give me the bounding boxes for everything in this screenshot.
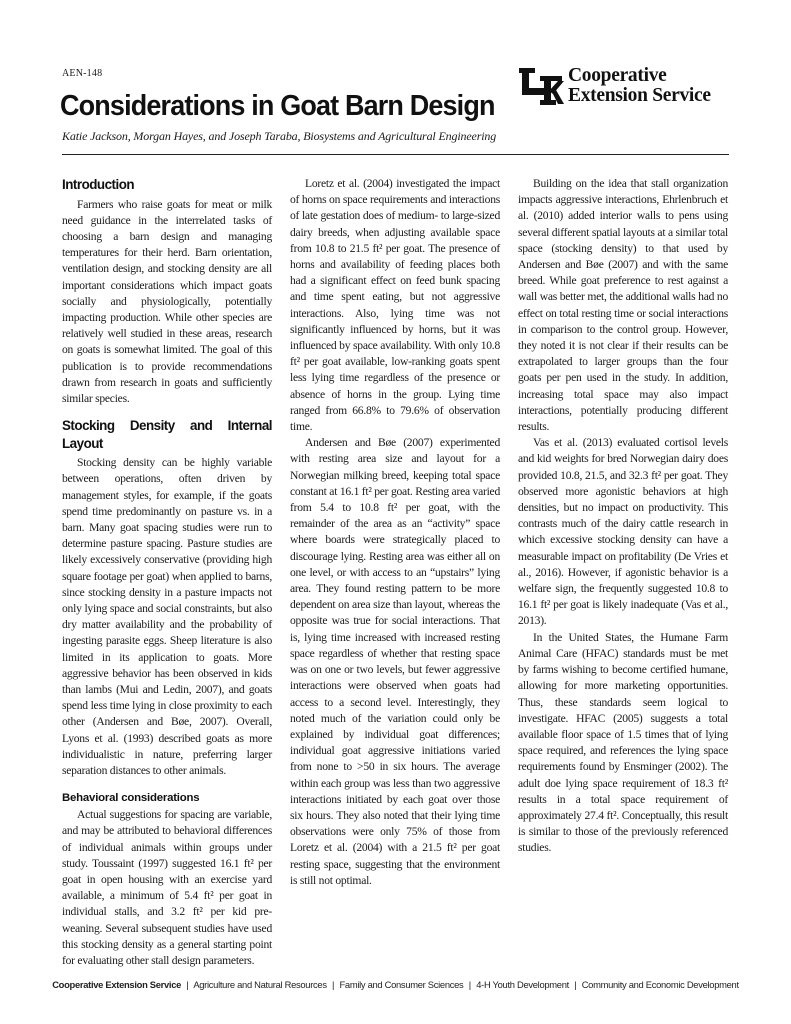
section-heading-introduction: Introduction bbox=[62, 177, 135, 192]
building-paragraph: Building on the idea that stall organization impacts aggressive interactions, Ehrlenbruch et al. (2010) added interior walls to pens using several different spatial layouts at a similar total space (stocking density) to that used by Andersen and Bøe (2007) and with the same breed. While goat preference to rest against a wall was better met, the additional walls had no effect on total resting time or social interactions in comparison to the control group. However, they noted it is not clear if their results can be extrapolated to larger groups than the four goats per pen used in the study. In addition, increasing total space may also impact interactions, potentially producing different results. bbox=[518, 177, 728, 434]
footer-separator: | bbox=[186, 979, 189, 990]
footer-program: Agriculture and Natural Resources bbox=[193, 979, 327, 990]
column-1 bbox=[62, 176, 272, 969]
section-heading-stocking-density: Stocking Density and Internal Layout bbox=[62, 418, 272, 451]
subheading-behavioral: Behavioral considerations bbox=[62, 792, 200, 805]
footer-separator: | bbox=[468, 979, 471, 990]
column-2 bbox=[290, 176, 500, 889]
column-3 bbox=[518, 176, 728, 857]
footer-program: Community and Economic Development bbox=[581, 979, 739, 990]
extension-logo bbox=[518, 66, 711, 106]
publication-number: AEN-148 bbox=[62, 68, 103, 79]
footer-program: Family and Consumer Sciences bbox=[339, 979, 464, 990]
intro-paragraph: Farmers who raise goats for meat or milk need guidance in the interrelated tasks of choosing a barn design and managing temperatures for their herd. Barn orientation, ventilation design, and stocking density are all important considerations which impact goats socially and physiologically, potentially impacting production. While other species are relatively well studied in these areas, research on goats is somewhat limited. The goal of this publication is to provide recommendations drawn from research in goats and sufficiently similar species. bbox=[62, 197, 272, 405]
andersen-paragraph: Andersen and Bøe (2007) experimented with resting area size and layout for a Norwegian milking breed, keeping total space constant at 16.1 ft² per goat. Resting area varied from 5.4 to 10.8 ft² per goat, with the remainder of the area as an “activity” space where boards were strategically placed to discourage lying. Resting area was either all on one level, or with access to an “upstairs” lying area. They found resting pattern to be more dependent on area size than layout, whereas the opposite was true for social interactions. That is, lying time increased with increased resting space regardless of whether that resting space was on one or two levels, but fewer aggressive interactions were observed when goats had access to a second level. Interestingly, they noted much of the variation could only be explained by individual goat differences; individual goat aggressive initiations varied from none to >50 in six hours. The average within each group was less than two aggressive interactions initiated by each goat over those six hours. They also noted that their lying time observations were only 75% of those from Loretz et al. (2004) with a 21.5 ft² per goat resting space, suggesting that the environment is still not optimal. bbox=[290, 436, 500, 887]
uk-logo-icon bbox=[518, 66, 564, 106]
footer-org: Cooperative Extension Service bbox=[52, 979, 182, 990]
vas-paragraph: Vas et al. (2013) evaluated cortisol levels and kid weights for bred Norwegian dairy does provided 10.8, 21.5, and 32.3 ft² per goat. They observed more agonistic behaviors at high densities, but no impact on productivity. This contrasts much of the dairy cattle research in which excessive stocking density can have a measurable impact on profitability (De Vries et al., 2016). However, if agonistic behavior is a welfare sign, the frequently suggested 10.8 to 16.1 ft² per goat is likely inadequate (Vas et al., 2013). bbox=[518, 436, 728, 628]
logo-line-1: Cooperative bbox=[568, 65, 667, 86]
author-line: Katie Jackson, Morgan Hayes, and Joseph Taraba, Biosystems and Agricultural Engineering bbox=[62, 129, 497, 143]
footer-separator: | bbox=[574, 979, 577, 990]
page-footer bbox=[0, 979, 791, 990]
loretz-paragraph: Loretz et al. (2004) investigated the impact of horns on space requirements and interactions of late gestation does of medium- to large-sized dairy breeds, when adjusting available space from 10.8 to 21.5 ft² per goat. The presence of horns and availability of feeding places both had a significant effect on feed bunk spacing and time spent eating, but not aggressive interactions. Also, lying time was not significantly influenced by horns, but it was influenced by space availability. With only 10.8 ft² per goat available, low-ranking goats spent less lying time regardless of the presence or absence of horns in the group. Lying time ranged from 66.8% to 79.6% of observation time. bbox=[290, 177, 500, 434]
behavioral-paragraph: Actual suggestions for spacing are variable, and may be attributed to behavioral differences of individual animals within groups under study. Toussaint (1997) suggested 16.1 ft² per goat in open housing with an exercise yard available, a minimum of 5.4 ft² per goat in individual stalls, and 3.2 ft² per kid pre-weaning. Several subsequent studies have used this stocking density as a general starting point for evaluating other stall design parameters. bbox=[62, 808, 272, 968]
hfac-paragraph: In the United States, the Humane Farm Animal Care (HFAC) standards must be met by farms wishing to become certified humane, allowing for more marketing opportunities. Thus, these standards seem logical to investigate. HFAC (2005) suggests a total available floor space of 1.5 times that of lying space required, and references the lying space requirements found by Ensminger (2002). The adult doe lying space requirement of 18.3 ft² results in a total space requirement of approximately 27.4 ft². Conceptually, this result is similar to those of the previously referenced studies. bbox=[518, 630, 728, 855]
footer-separator: | bbox=[332, 979, 335, 990]
footer-program: 4-H Youth Development bbox=[476, 979, 569, 990]
header-divider bbox=[62, 154, 729, 155]
logo-line-2: Extension Service bbox=[568, 85, 711, 106]
stocking-paragraph: Stocking density can be highly variable between operations, often driven by management styles, for example, if the goats spend time predominantly on pasture vs. in a barn. Many goat spacing studies were run to determine pasture spacing. Pasture studies are likely excessively conservative (providing high square footage per goat) when applied to barns, since stocking density in a pasture impacts not only lying space and social constraints, but also dry matter availability and the probability of ingesting parasite eggs. Sheep literature is also limited in its application to goats. More aggressive behavior has been observed in kids than lambs (Mui and Ledin, 2007), and goats spend less time lying in close proximity to each other (Andersen and Bøe, 2007). Overall, Lyons et al. (1993) described goats as more individualistic in nature, preferring larger separation distances to other animals. bbox=[62, 456, 272, 777]
document-title: Considerations in Goat Barn Design bbox=[60, 90, 495, 122]
